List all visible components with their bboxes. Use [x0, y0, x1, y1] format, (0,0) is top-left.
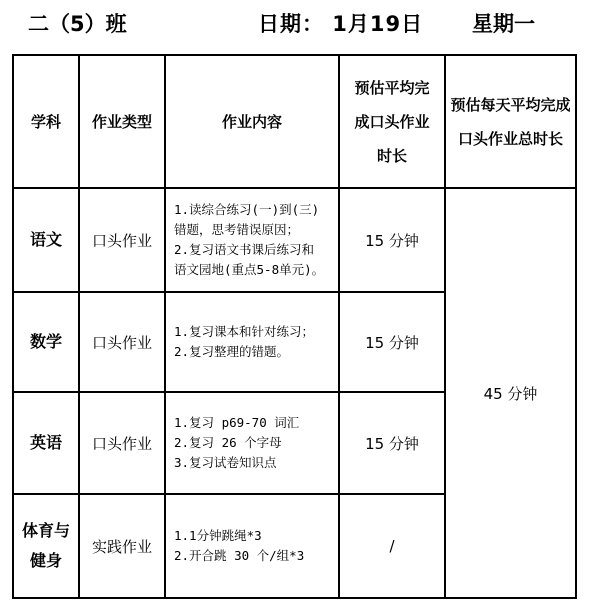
- document-header: [0, 0, 593, 50]
- subject-cell: 数学: [13, 292, 79, 392]
- content-line: 2.复习语文书课后练习和: [174, 242, 315, 257]
- type-cell: 口头作业: [79, 188, 165, 292]
- subject-cell: 体育与健身: [13, 494, 79, 598]
- subject-cell: 英语: [13, 392, 79, 494]
- content-line: 1.复习课本和针对练习；: [174, 324, 315, 339]
- weekday-label: 星期一: [472, 12, 535, 36]
- table-row: [13, 188, 576, 292]
- content-cell: [165, 392, 339, 494]
- content-line: 错题，思考错误原因；: [174, 222, 300, 237]
- homework-table: [12, 54, 577, 599]
- col-header-subject: 学科: [13, 55, 79, 188]
- type-cell: 口头作业: [79, 292, 165, 392]
- content-line: 2.开合跳 30 个/组*3: [174, 548, 305, 563]
- content-line: 2.复习 26 个字母: [174, 435, 282, 450]
- content-line: 1.1分钟跳绳*3: [174, 528, 262, 543]
- type-cell: 实践作业: [79, 494, 165, 598]
- content-line: 2.复习整理的错题。: [174, 344, 290, 359]
- date-label: 日期： 1月19日: [258, 12, 424, 36]
- col-header-total: 预估每天平均完成口头作业总时长: [445, 55, 576, 188]
- duration-cell: 15 分钟: [339, 392, 445, 494]
- total-duration-cell: 45 分钟: [445, 188, 576, 598]
- col-header-duration: 预估平均完成口头作业时长: [339, 55, 445, 188]
- content-line: 1.复习 p69-70 词汇: [174, 415, 300, 430]
- type-cell: 口头作业: [79, 392, 165, 494]
- table-header-row: [13, 55, 576, 188]
- content-cell: [165, 494, 339, 598]
- class-name: 二（5）班: [28, 12, 127, 36]
- duration-cell: /: [339, 494, 445, 598]
- col-header-type: 作业类型: [79, 55, 165, 188]
- content-cell: [165, 188, 339, 292]
- content-line: 1.读综合练习(一)到(三): [174, 202, 320, 217]
- duration-cell: 15 分钟: [339, 292, 445, 392]
- content-line: 语文园地(重点5-8单元)。: [174, 262, 325, 277]
- content-line: 3.复习试卷知识点: [174, 455, 277, 470]
- subject-cell: 语文: [13, 188, 79, 292]
- content-cell: [165, 292, 339, 392]
- duration-cell: 15 分钟: [339, 188, 445, 292]
- col-header-content: 作业内容: [165, 55, 339, 188]
